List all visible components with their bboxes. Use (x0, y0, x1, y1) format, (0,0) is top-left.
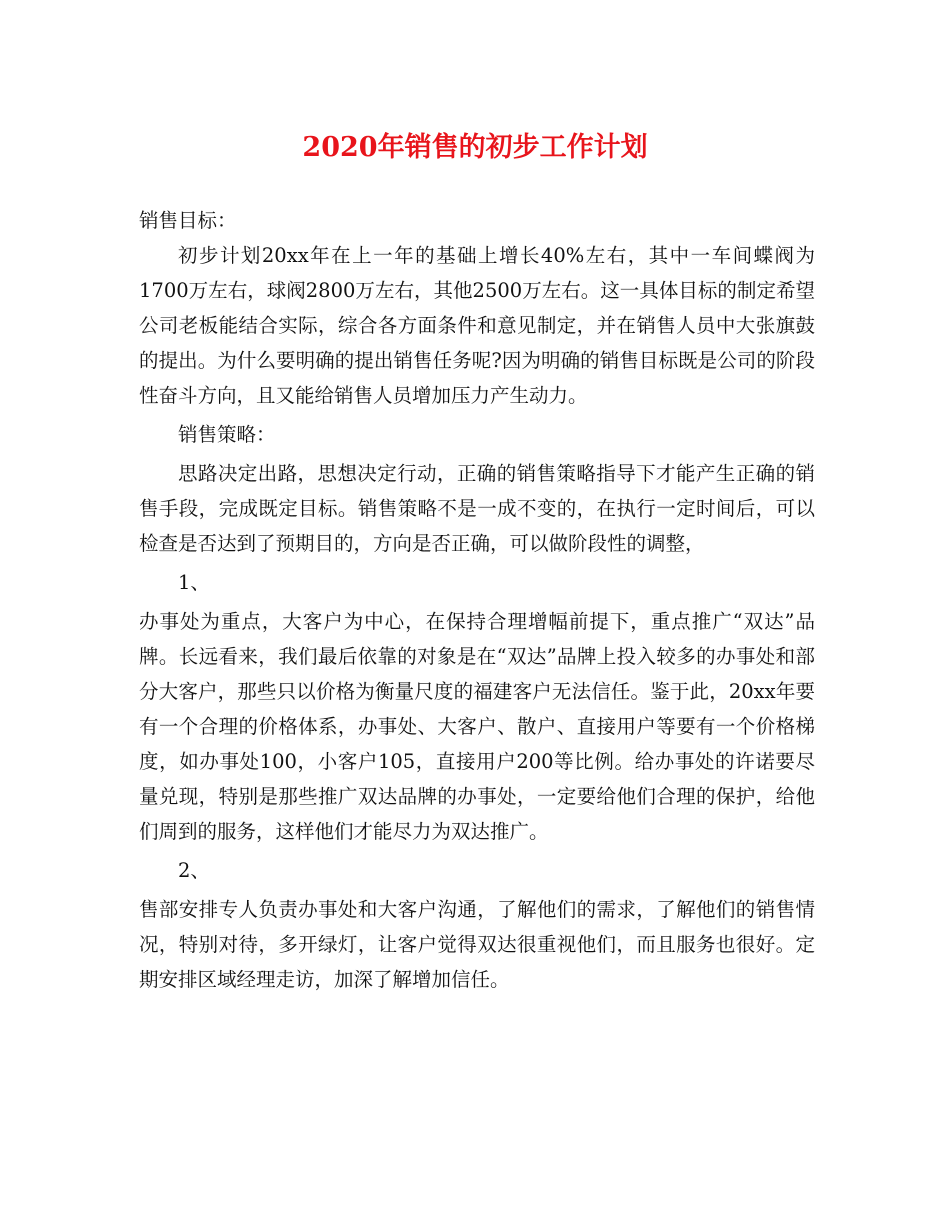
paragraph-sales-strategy-text: 思路决定出路，思想决定行动，正确的销售策略指导下才能产生正确的销售手段，完成既定目标。销售策略不是一成不变的，在执行一定时间后，可以检查是否达到了预期目的，方向是否正确，可以做阶段性的调整， (139, 462, 815, 555)
paragraph-sales-target-text: 初步计划20xx年在上一年的基础上增长40%左右，其中一车间蝶阀为1700万左右，球阀2800万左右，其他2500万左右。这一具体目标的制定希望公司老板能结合实际，综合各方面条件和意见制定，并在销售人员中大张旗鼓的提出。为什么要明确的提出销售任务呢?因为明确的销售目标既是公司的阶段性奋斗方向，且又能给销售人员增加压力产生动力。 (139, 244, 815, 407)
document-title: 2020年销售的初步工作计划 (302, 132, 648, 163)
document-body (139, 203, 815, 997)
paragraph-sales-strategy-heading: 销售策略： (178, 423, 276, 446)
paragraph-point-2: 售部安排专人负责办事处和大客户沟通，了解他们的需求，了解他们的销售情况，特别对待，多开绿灯，让客户觉得双达很重视他们，而且服务也很好。定期安排区域经理走访，加深了解增加信任。 (139, 898, 815, 991)
paragraph-point-1: 办事处为重点，大客户为中心，在保持合理增幅前提下，重点推广“双达”品牌。长远看来，我们最后依靠的对象是在“双达”品牌上投入较多的办事处和部分大客户，那些只以价格为衡量尺度的福建客户无法信任。鉴于此，20xx年要有一个合理的价格体系，办事处、大客户、散户、直接用户等要有一个价格梯度，如办事处100，小客户105，直接用户200等比例。给办事处的许诺要尽量兑现，特别是那些推广双达品牌的办事处，一定要给他们合理的保护，给他们周到的服务，这样他们才能尽力为双达推广。 (139, 610, 815, 843)
list-marker-1: 1、 (178, 571, 210, 594)
paragraph-sales-target-heading: 销售目标： (139, 209, 237, 232)
list-marker-2: 2、 (178, 859, 210, 882)
